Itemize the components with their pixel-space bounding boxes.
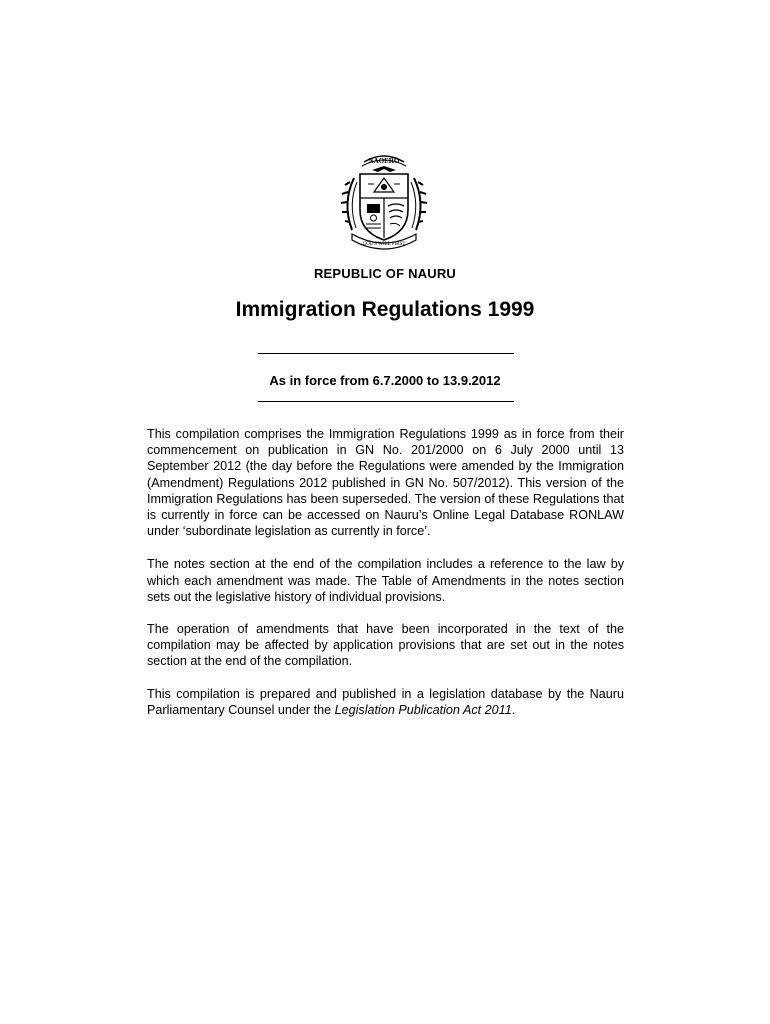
republic-heading: REPUBLIC OF NAURU <box>313 266 457 281</box>
seal-motto-bottom: GOD'S WILL FIRST <box>362 242 406 247</box>
publication-end: . <box>511 702 516 717</box>
paragraph-notes-section: The notes section at the end of the compilation includes a reference to the law by which each amendment was made. The Table of Amendments in the notes section sets out the legislative history of individual provisions. <box>147 557 624 604</box>
paragraph-publication <box>147 686 624 718</box>
compilation-notes <box>147 426 624 734</box>
divider-top <box>258 353 514 354</box>
in-force-dates: As in force from 6.7.2000 to 13.9.2012 <box>269 373 501 388</box>
nauru-coat-of-arms-icon <box>334 148 434 252</box>
paragraph-compilation-scope: This compilation comprises the Immigration Regulations 1999 as in force from their commencement on publication in GN No. 201/2000 on 6 July 2000 until 13 September 2012 (the day before the Regulations were amended by the Immigration (Amendment) Regulations 2012 published in GN No. 507/2012). This version of the Immigration Regulations has been superseded. The version of these Regulations that is currently in force can be accessed on Nauru’s Online Legal Database RONLAW under ‘subordinate legislation as currently in force’. <box>147 427 624 539</box>
act-name: Legislation Publication Act 2011 <box>334 702 512 717</box>
divider-bottom <box>258 401 514 402</box>
paragraph-amendments-operation: The operation of amendments that have been incorporated in the text of the compilation may be affected by application provisions that are set out in the notes section at the end of the compilation. <box>147 622 624 669</box>
seal-motto-top: NAOERO <box>368 157 400 165</box>
document-title: Immigration Regulations 1999 <box>235 298 535 321</box>
publication-text: This compilation is prepared and published in a legislation database by the Nauru Parliamentary Counsel under the <box>147 686 624 717</box>
